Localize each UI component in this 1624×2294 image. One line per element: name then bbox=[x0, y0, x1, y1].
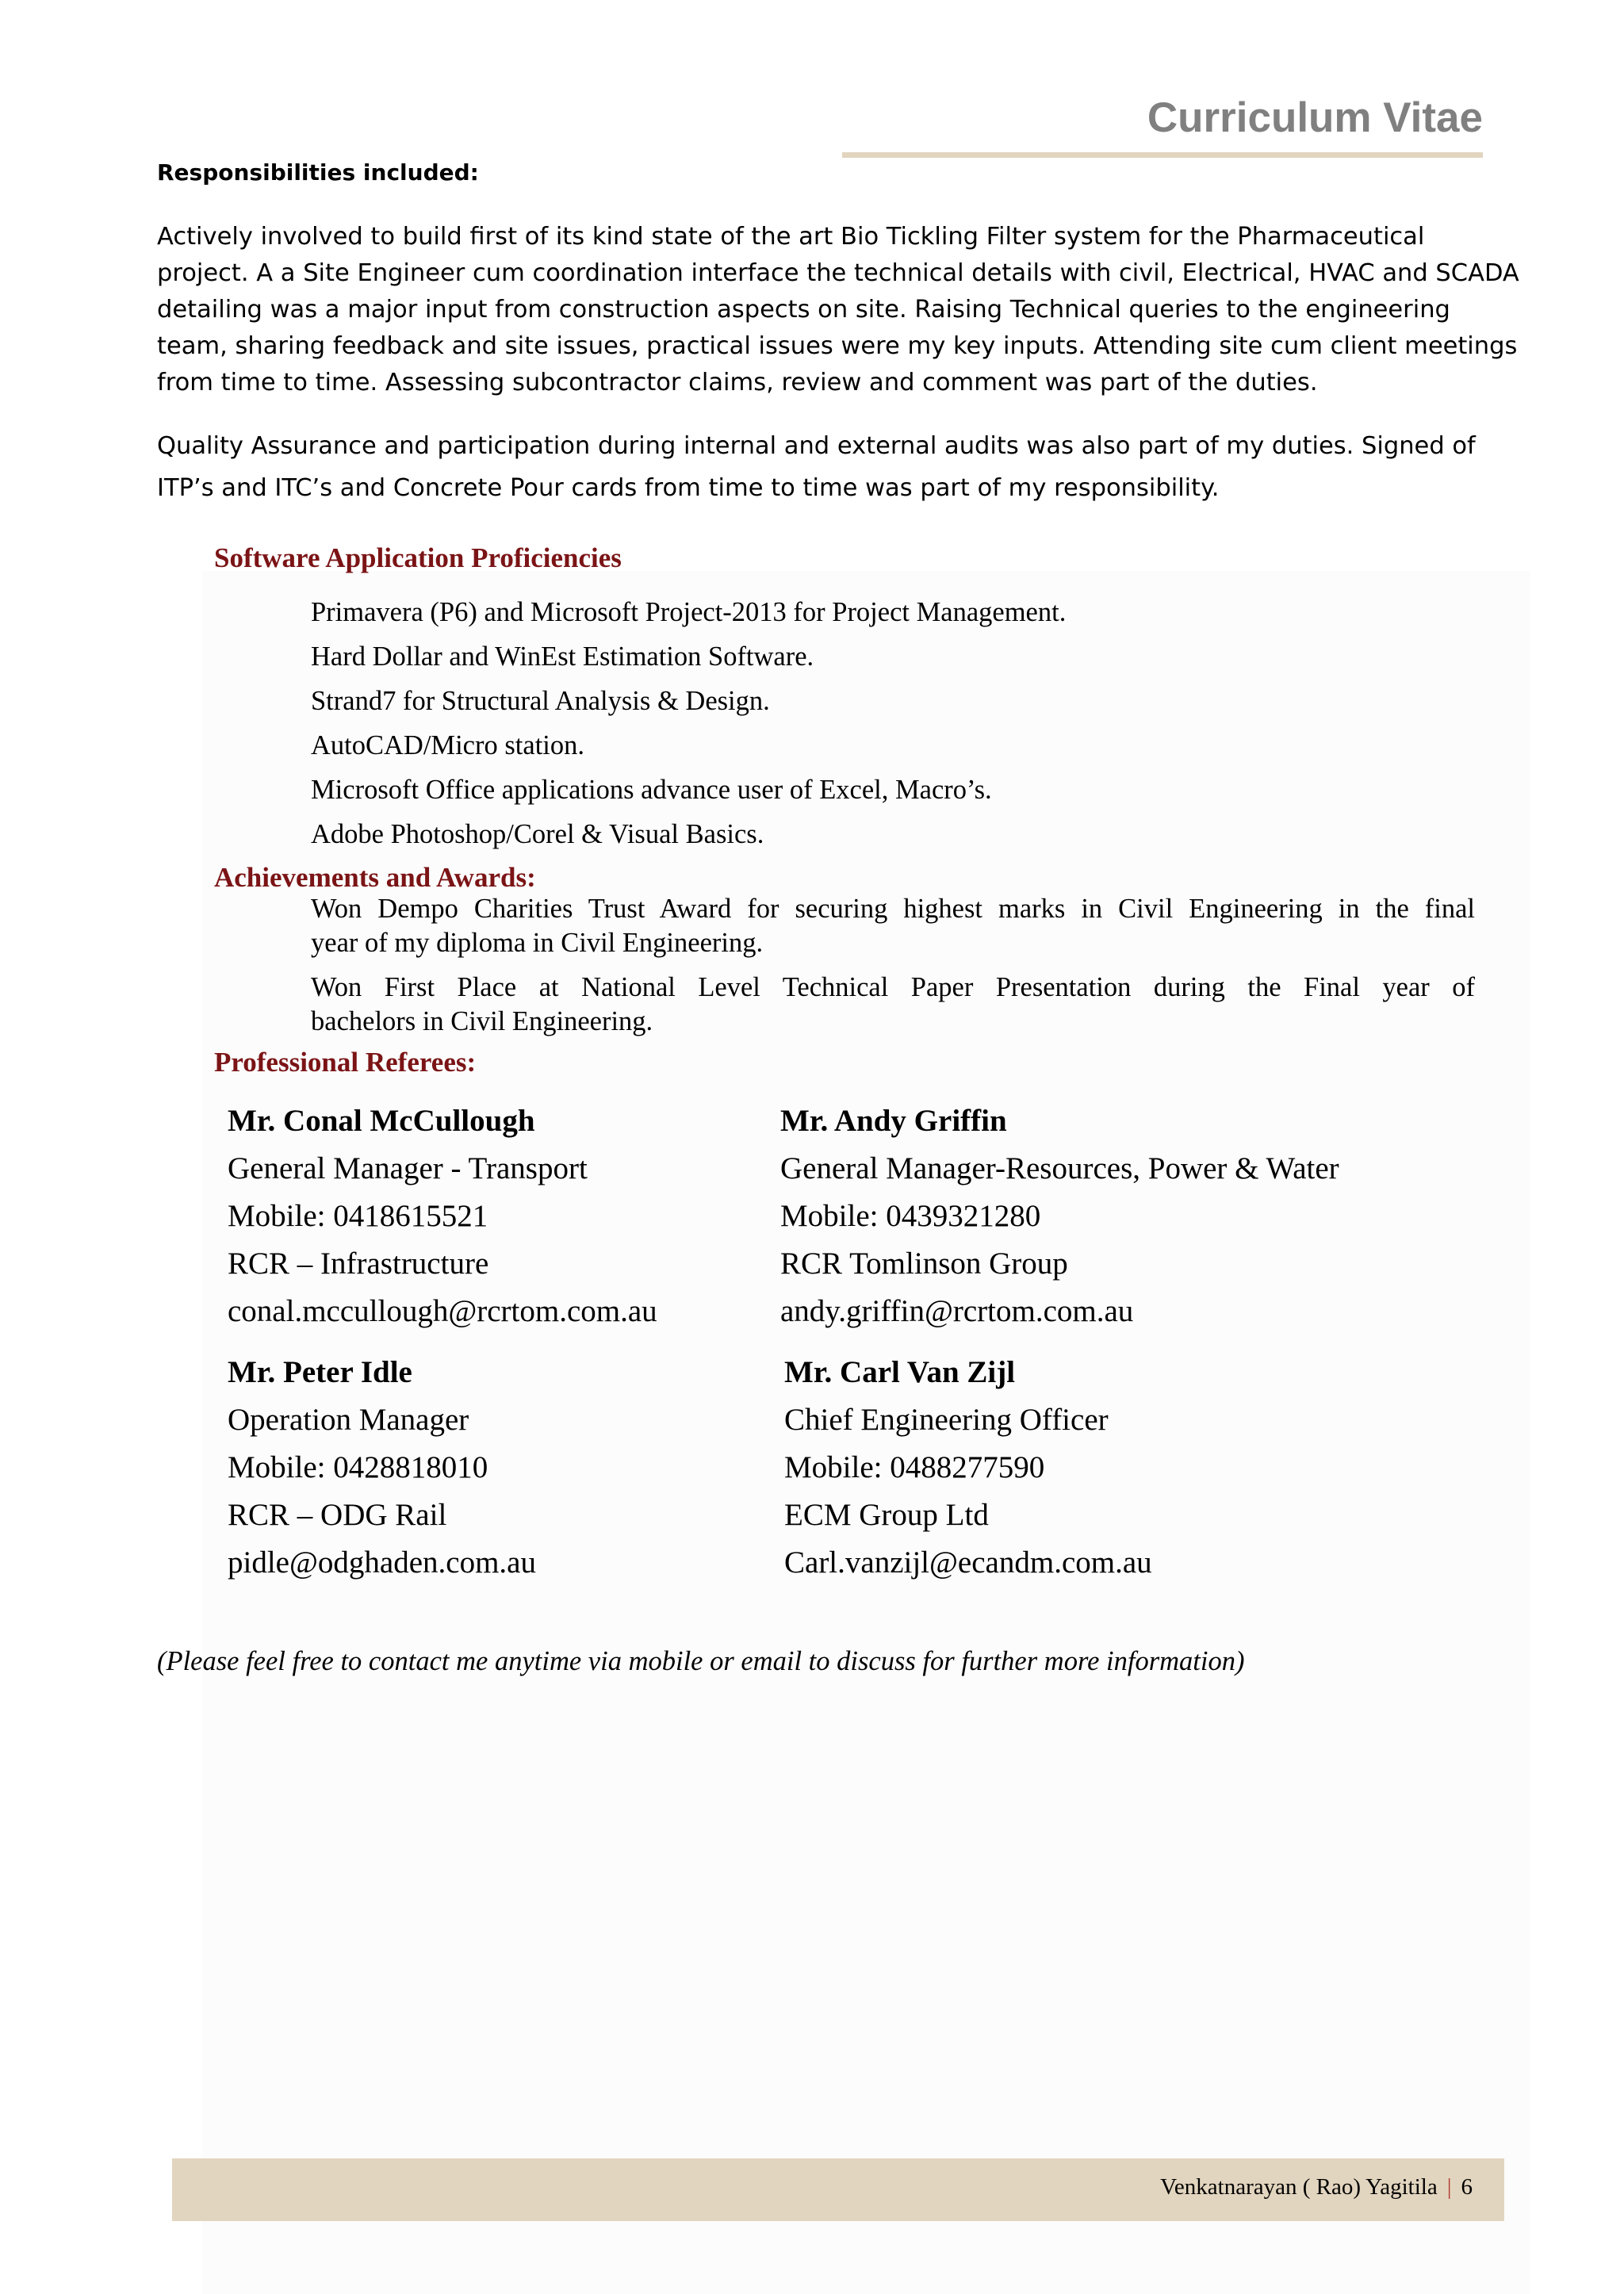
paragraph-line: Quality Assurance and participation during internal and external audits was also part of my duties. Signed of bbox=[157, 432, 1476, 460]
software-heading: Software Application Proficiencies bbox=[214, 542, 622, 573]
referee-title: Chief Engineering Officer bbox=[784, 1403, 1109, 1437]
page-number: 6 bbox=[1461, 2174, 1473, 2200]
software-item: Hard Dollar and WinEst Estimation Software. bbox=[311, 641, 814, 672]
achievements-heading: Achievements and Awards: bbox=[214, 862, 536, 893]
software-item: Microsoft Office applications advance user of Excel, Macro’s. bbox=[311, 775, 992, 805]
achievement-line: Won Dempo Charities Trust Award for securing highest marks in Civil Engineering in the final bbox=[311, 894, 1475, 924]
footer-text bbox=[1160, 2174, 1473, 2200]
referee-name: Mr. Carl Van Zijl bbox=[784, 1355, 1016, 1389]
referee-name: Mr. Conal McCullough bbox=[228, 1104, 535, 1138]
achievement-line: year of my diploma in Civil Engineering. bbox=[311, 928, 764, 958]
referees-heading: Professional Referees: bbox=[214, 1047, 477, 1078]
footer-separator: | bbox=[1446, 2174, 1452, 2200]
referee-card bbox=[228, 1349, 536, 1587]
paragraph-line: Actively involved to build first of its kind state of the art Bio Tickling Filter system for the Pharmaceutical bbox=[157, 223, 1425, 251]
achievement-line: bachelors in Civil Engineering. bbox=[311, 1006, 653, 1036]
referee-title: General Manager-Resources, Power & Water bbox=[780, 1151, 1339, 1185]
software-item: Adobe Photoshop/Corel & Visual Basics. bbox=[311, 819, 764, 849]
footer-author: Venkatnarayan ( Rao) Yagitila bbox=[1160, 2174, 1438, 2200]
paragraph-line: team, sharing feedback and site issues, practical issues were my key inputs. Attending site cum client meetings bbox=[157, 332, 1518, 360]
referee-company: RCR – Infrastructure bbox=[228, 1247, 489, 1281]
page-footer bbox=[172, 2158, 1504, 2221]
achievement-line: Won First Place at National Level Technical Paper Presentation during the Final year of bbox=[311, 972, 1475, 1002]
referee-mobile: Mobile: 0418615521 bbox=[228, 1199, 488, 1233]
referee-mobile: Mobile: 0488277590 bbox=[784, 1450, 1045, 1484]
software-item: AutoCAD/Micro station. bbox=[311, 730, 584, 760]
contact-footnote: (Please feel free to contact me anytime via mobile or email to discuss for further more information) bbox=[157, 1646, 1245, 1676]
referee-card bbox=[780, 1097, 1339, 1335]
paragraph-line: project. A a Site Engineer cum coordination interface the technical details with civil, Electrical, HVAC and SCADA bbox=[157, 259, 1519, 287]
software-item: Primavera (P6) and Microsoft Project-2013 for Project Management. bbox=[311, 597, 1067, 627]
referee-name: Mr. Andy Griffin bbox=[780, 1104, 1007, 1138]
software-item: Strand7 for Structural Analysis & Design. bbox=[311, 686, 770, 716]
referee-card bbox=[784, 1349, 1152, 1587]
responsibilities-heading: Responsibilities included: bbox=[157, 159, 479, 186]
referee-card bbox=[228, 1097, 657, 1335]
header-divider bbox=[842, 152, 1483, 158]
referee-email: andy.griffin@rcrtom.com.au bbox=[780, 1294, 1134, 1328]
referee-name: Mr. Peter Idle bbox=[228, 1355, 412, 1389]
paragraph-line: from time to time. Assessing subcontractor claims, review and comment was part of the duties. bbox=[157, 369, 1318, 396]
referee-email: conal.mccullough@rcrtom.com.au bbox=[228, 1294, 657, 1328]
referee-title: General Manager - Transport bbox=[228, 1151, 588, 1185]
referee-company: RCR – ODG Rail bbox=[228, 1498, 447, 1532]
referee-mobile: Mobile: 0428818010 bbox=[228, 1450, 488, 1484]
referee-email: Carl.vanzijl@ecandm.com.au bbox=[784, 1545, 1152, 1580]
page-title: Curriculum Vitae bbox=[1147, 94, 1483, 141]
referee-mobile: Mobile: 0439321280 bbox=[780, 1199, 1041, 1233]
referee-title: Operation Manager bbox=[228, 1403, 469, 1437]
referee-company: RCR Tomlinson Group bbox=[780, 1247, 1068, 1281]
referee-company: ECM Group Ltd bbox=[784, 1498, 989, 1532]
paragraph-line: ITP’s and ITC’s and Concrete Pour cards from time to time was part of my responsibility. bbox=[157, 474, 1220, 502]
paragraph-line: detailing was a major input from construction aspects on site. Raising Technical queries to the engineering bbox=[157, 296, 1450, 324]
referee-email: pidle@odghaden.com.au bbox=[228, 1545, 536, 1580]
